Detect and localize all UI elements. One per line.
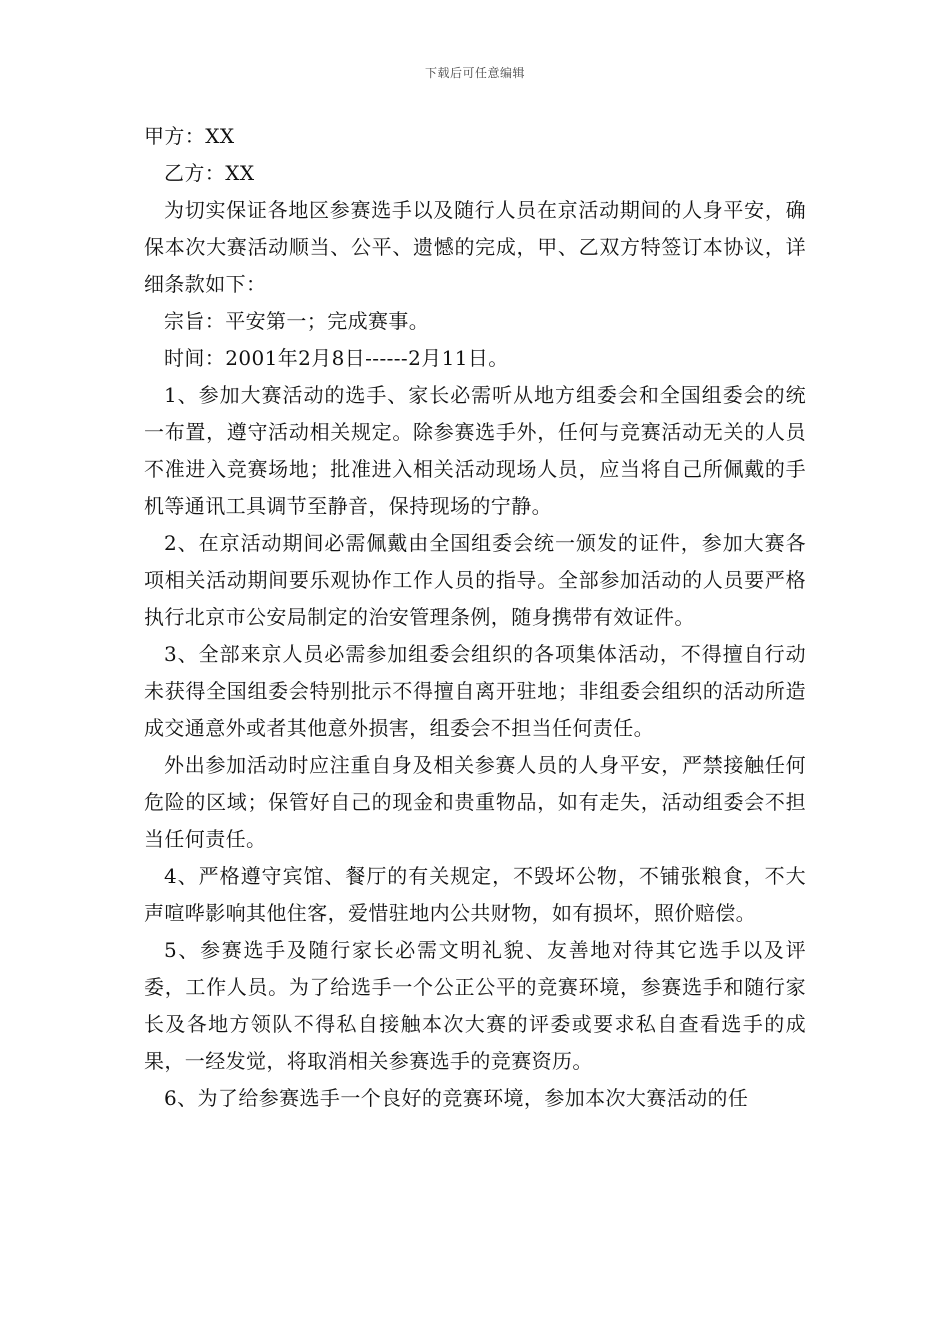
party-b-line: 乙方：XX: [164, 161, 255, 185]
clause-1: 1、参加大赛活动的选手、家长必需听从地方组委会和全国组委会的统一布置，遵守活动相关规定。除参赛选手外，任何与竞赛活动无关的人员不准进入竞赛场地；批准进入相关活动现场人员，应当将自己所佩戴的手机等通讯工具调节至静音，保持现场的宁静。: [144, 383, 806, 518]
clause-5: 5、参赛选手及随行家长必需文明礼貌、友善地对待其它选手以及评委，工作人员。为了给选手一个公正公平的竞赛环境，参赛选手和随行家长及各地方领队不得私自接触本次大赛的评委或要求私自查看选手的成果，一经发觉，将取消相关参赛选手的竞赛资历。: [144, 938, 806, 1073]
document-body: [144, 118, 806, 1117]
intro-paragraph: 为切实保证各地区参赛选手以及随行人员在京活动期间的人身平安，确保本次大赛活动顺当、公平、遗憾的完成，甲、乙双方特签订本协议，详细条款如下：: [144, 198, 806, 296]
clause-3: 3、全部来京人员必需参加组委会组织的各项集体活动，不得擅自行动未获得全国组委会特别批示不得擅自离开驻地；非组委会组织的活动所造成交通意外或者其他意外损害，组委会不担当任何责任。: [144, 642, 806, 740]
clause-3-extra: 外出参加活动时应注重自身及相关参赛人员的人身平安，严禁接触任何危险的区域；保管好自己的现金和贵重物品，如有走失，活动组委会不担当任何责任。: [144, 753, 806, 851]
party-a-line: 甲方：XX: [144, 124, 235, 148]
clause-2: 2、在京活动期间必需佩戴由全国组委会统一颁发的证件，参加大赛各项相关活动期间要乐观协作工作人员的指导。全部参加活动的人员要严格执行北京市公安局制定的治安管理条例，随身携带有效证件。: [144, 531, 806, 629]
header-note: 下载后可任意编辑: [424, 66, 525, 80]
clause-4: 4、严格遵守宾馆、餐厅的有关规定，不毁坏公物，不铺张粮食，不大声喧哗影响其他住客，爱惜驻地内公共财物，如有损坏，照价赔偿。: [144, 864, 806, 925]
time-line: 时间：2001年2月8日------2月11日。: [164, 346, 509, 370]
purpose-line: 宗旨：平安第一；完成赛事。: [164, 309, 430, 333]
clause-6: 6、为了给参赛选手一个良好的竞赛环境，参加本次大赛活动的任: [164, 1086, 749, 1110]
